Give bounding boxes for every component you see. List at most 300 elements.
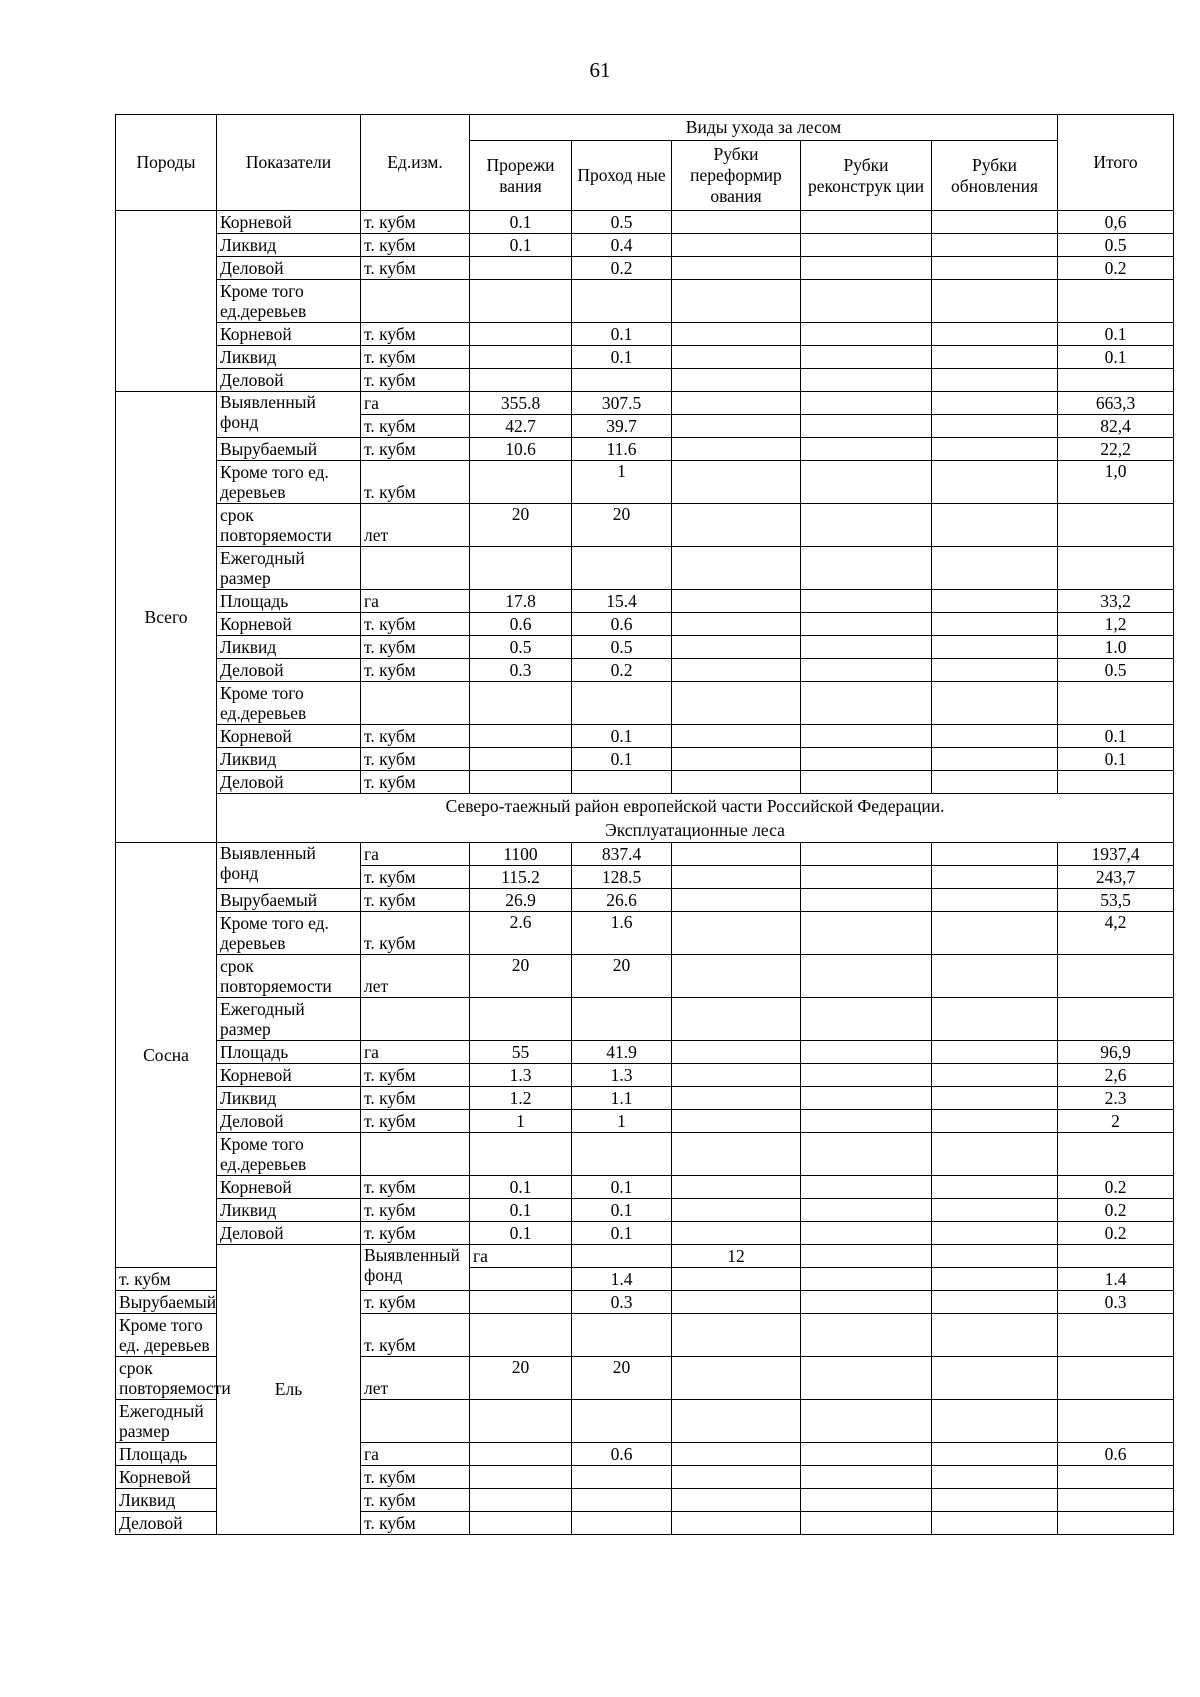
value-cell [932, 590, 1058, 613]
value-cell [672, 955, 801, 998]
value-cell [932, 682, 1058, 725]
species-cell: Всего [116, 392, 217, 843]
value-cell [672, 998, 801, 1041]
value-cell [470, 1466, 572, 1489]
value-cell [932, 504, 1058, 547]
indicator-cell: Деловой [116, 1512, 217, 1535]
value-cell [672, 1466, 801, 1489]
value-cell: 41.9 [572, 1041, 672, 1064]
value-cell [932, 257, 1058, 280]
value-text [935, 1133, 1054, 1175]
unit-cell: га [361, 1443, 470, 1466]
value-cell: 663,3 [1058, 392, 1174, 415]
value-text [1061, 955, 1170, 997]
value-cell [801, 346, 932, 369]
value-cell [932, 1291, 1058, 1314]
value-cell [1058, 1245, 1174, 1268]
value-cell: 1.2 [470, 1087, 572, 1110]
value-cell [470, 1268, 572, 1291]
value-cell [801, 504, 932, 547]
value-cell [572, 1133, 672, 1176]
value-cell [672, 323, 801, 346]
value-cell [572, 998, 672, 1041]
value-cell: 1.4 [1058, 1268, 1174, 1291]
table-row [116, 346, 1174, 369]
value-cell: 1.3 [572, 1064, 672, 1087]
value-cell: 0.4 [572, 234, 672, 257]
value-cell: 0.1 [572, 748, 672, 771]
table-row [116, 1110, 1174, 1133]
indicator-cell: Деловой [217, 771, 361, 794]
value-cell [801, 636, 932, 659]
value-cell [470, 1400, 572, 1443]
value-cell [672, 1489, 801, 1512]
value-cell [1058, 1357, 1174, 1400]
unit-cell: т. кубм [361, 234, 470, 257]
value-cell: 0.2 [572, 659, 672, 682]
unit-cell: т. кубм [361, 1291, 470, 1314]
value-cell [801, 682, 932, 725]
value-text: 20 [612, 504, 631, 524]
indicator-cell: Корневой [217, 1064, 361, 1087]
value-text: 20 [511, 504, 530, 524]
value-cell: 0.1 [572, 1199, 672, 1222]
value-cell [672, 771, 801, 794]
value-cell: 39.7 [572, 415, 672, 438]
value-cell [932, 415, 1058, 438]
value-cell: 1.3 [470, 1064, 572, 1087]
value-cell [801, 1245, 932, 1268]
value-cell [470, 1489, 572, 1512]
value-cell [932, 280, 1058, 323]
value-cell [932, 912, 1058, 955]
value-cell [672, 346, 801, 369]
unit-text: т. кубм [364, 482, 416, 502]
table-row [116, 1064, 1174, 1087]
indicator-cell: Деловой [217, 1110, 361, 1133]
indicator-cell: Ликвид [217, 234, 361, 257]
value-cell [470, 771, 572, 794]
table-row [116, 613, 1174, 636]
value-cell [672, 659, 801, 682]
value-cell [572, 1400, 672, 1443]
indicator-cell: Выявленный фонд [217, 843, 361, 889]
value-cell [672, 1443, 801, 1466]
unit-cell: т. кубм [361, 1176, 470, 1199]
unit-cell: т. кубм [361, 1199, 470, 1222]
value-text [1061, 504, 1170, 546]
table-row [116, 659, 1174, 682]
indicator-cell: Кроме того ед.деревьев [217, 682, 361, 725]
value-text [473, 547, 568, 589]
value-cell [801, 771, 932, 794]
unit-cell [361, 1133, 470, 1176]
unit-cell: т. кубм [361, 323, 470, 346]
value-cell: 0.5 [1058, 234, 1174, 257]
indicator-cell: Выявленный фонд [217, 392, 361, 438]
value-cell [932, 1222, 1058, 1245]
indicator-cell: срок повторяемости [116, 1357, 217, 1400]
table-row [116, 234, 1174, 257]
value-cell [801, 257, 932, 280]
value-cell [932, 1357, 1058, 1400]
value-cell [801, 1512, 932, 1535]
value-text [804, 1400, 928, 1442]
value-cell: 0.2 [572, 257, 672, 280]
value-text: 20 [511, 955, 530, 975]
header-renewal: Рубки обновления [932, 141, 1058, 211]
unit-cell: га [361, 1041, 470, 1064]
value-cell [801, 866, 932, 889]
value-cell [672, 1400, 801, 1443]
value-cell [1058, 1489, 1174, 1512]
unit-cell: га [470, 1245, 572, 1268]
value-cell [672, 1291, 801, 1314]
value-cell [801, 1110, 932, 1133]
value-cell: 26.9 [470, 889, 572, 912]
value-cell [801, 748, 932, 771]
value-cell: 0.3 [1058, 1291, 1174, 1314]
value-cell: 0.1 [572, 1222, 672, 1245]
value-cell [672, 748, 801, 771]
table-row [116, 889, 1174, 912]
unit-cell: т. кубм [361, 1087, 470, 1110]
unit-text [364, 547, 466, 589]
value-cell [470, 280, 572, 323]
table-row [116, 1041, 1174, 1064]
value-text [675, 1357, 797, 1399]
value-cell [1058, 955, 1174, 998]
value-cell [801, 1064, 932, 1087]
value-text: 1,0 [1104, 461, 1127, 481]
value-cell [801, 369, 932, 392]
value-cell [801, 461, 932, 504]
table-row [116, 1133, 1174, 1176]
unit-cell: т. кубм [361, 369, 470, 392]
value-cell [672, 1064, 801, 1087]
unit-text: лет [364, 1378, 389, 1398]
table-row [116, 590, 1174, 613]
value-cell [672, 461, 801, 504]
indicator-cell: Ликвид [217, 1087, 361, 1110]
value-cell [801, 1357, 932, 1400]
value-text [1061, 1357, 1170, 1399]
table-row [116, 392, 1174, 415]
value-cell [672, 636, 801, 659]
unit-cell: т. кубм [361, 725, 470, 748]
table-row [116, 912, 1174, 955]
value-text [935, 1400, 1054, 1442]
unit-cell [361, 1400, 470, 1443]
value-cell: 1937,4 [1058, 843, 1174, 866]
value-cell [932, 1041, 1058, 1064]
value-cell [801, 438, 932, 461]
value-cell [672, 504, 801, 547]
value-cell [1058, 1400, 1174, 1443]
indicator-cell: Площадь [217, 1041, 361, 1064]
value-cell: 0.1 [470, 211, 572, 234]
value-cell [572, 771, 672, 794]
value-cell [672, 280, 801, 323]
indicator-cell: Ликвид [217, 636, 361, 659]
value-cell: 96,9 [1058, 1041, 1174, 1064]
indicator-cell: срок повторяемости [217, 504, 361, 547]
value-cell [470, 955, 572, 998]
header-care-types: Виды ухода за лесом [470, 115, 1058, 141]
table-row [116, 1222, 1174, 1245]
header-total: Итого [1058, 115, 1174, 211]
value-cell [801, 392, 932, 415]
value-cell [932, 1110, 1058, 1133]
indicator-cell: Площадь [217, 590, 361, 613]
value-cell [932, 1176, 1058, 1199]
unit-text: т. кубм [364, 933, 416, 953]
unit-cell: т. кубм [361, 636, 470, 659]
value-text [575, 547, 668, 589]
indicator-cell: Ежегодный размер [217, 547, 361, 590]
unit-text: лет [364, 976, 389, 996]
value-text [935, 461, 1054, 503]
value-cell [932, 725, 1058, 748]
unit-cell [361, 547, 470, 590]
value-cell [572, 1357, 672, 1400]
value-cell: 0.2 [1058, 1176, 1174, 1199]
value-cell [672, 1512, 801, 1535]
value-cell: 1.1 [572, 1087, 672, 1110]
value-cell [801, 1268, 932, 1291]
value-cell: 243,7 [1058, 866, 1174, 889]
unit-cell: т. кубм [361, 613, 470, 636]
unit-cell [361, 1357, 470, 1400]
indicator-cell: Деловой [217, 257, 361, 280]
section-title-line2: Эксплуатационные леса [605, 820, 785, 840]
table-row [116, 1087, 1174, 1110]
header-unit: Ед.изм. [361, 115, 470, 211]
value-text [804, 912, 928, 954]
value-text [575, 682, 668, 724]
value-cell: 307.5 [572, 392, 672, 415]
value-cell [801, 1222, 932, 1245]
value-cell [801, 415, 932, 438]
value-cell [801, 547, 932, 590]
value-text [1061, 1400, 1170, 1442]
value-cell [801, 1314, 932, 1357]
value-cell [572, 547, 672, 590]
table-row [116, 461, 1174, 504]
value-cell: 0.6 [572, 1443, 672, 1466]
value-cell [672, 682, 801, 725]
value-cell [801, 590, 932, 613]
unit-text [364, 1133, 466, 1175]
value-cell [470, 912, 572, 955]
value-cell [801, 1489, 932, 1512]
unit-cell [361, 1314, 470, 1357]
value-cell [470, 1512, 572, 1535]
value-cell [932, 1466, 1058, 1489]
value-cell [572, 1489, 672, 1512]
value-text [675, 1133, 797, 1175]
table-row [116, 280, 1174, 323]
value-cell [932, 1512, 1058, 1535]
value-cell: 0.1 [1058, 725, 1174, 748]
indicator-cell: Корневой [217, 613, 361, 636]
value-cell: 837.4 [572, 843, 672, 866]
value-cell: 55 [470, 1041, 572, 1064]
table-row [116, 1176, 1174, 1199]
value-cell: 15.4 [572, 590, 672, 613]
unit-cell: т. кубм [361, 748, 470, 771]
table-row [116, 771, 1174, 794]
value-text [473, 461, 568, 503]
value-cell: 0.6 [470, 613, 572, 636]
value-text [935, 1314, 1054, 1356]
value-text [935, 955, 1054, 997]
value-cell: 0.1 [470, 1199, 572, 1222]
value-cell: 0,6 [1058, 211, 1174, 234]
value-cell [801, 1199, 932, 1222]
value-cell [932, 748, 1058, 771]
page-number: 61 [589, 58, 611, 82]
value-cell [1058, 369, 1174, 392]
value-cell: 0.5 [1058, 659, 1174, 682]
value-cell [572, 1245, 672, 1268]
value-cell [470, 346, 572, 369]
value-text [1061, 547, 1170, 589]
section-title-line1: Северо-таежный район европейской части Российской Федерации. [445, 796, 945, 816]
value-cell [932, 392, 1058, 415]
value-cell [1058, 1466, 1174, 1489]
value-cell: 0.1 [572, 725, 672, 748]
value-text [473, 682, 568, 724]
value-text: 1.6 [610, 912, 633, 932]
value-cell: 0.3 [470, 659, 572, 682]
unit-cell: т. кубм [361, 659, 470, 682]
unit-cell [361, 682, 470, 725]
value-cell [932, 998, 1058, 1041]
table-row [116, 257, 1174, 280]
value-cell [672, 613, 801, 636]
unit-cell: т. кубм [361, 889, 470, 912]
value-text: 1 [617, 461, 626, 481]
unit-cell: т. кубм [361, 1489, 470, 1512]
value-cell: 22,2 [1058, 438, 1174, 461]
value-cell [801, 1400, 932, 1443]
unit-cell: т. кубм [361, 346, 470, 369]
forest-care-table [115, 114, 1174, 1535]
value-text [575, 1400, 668, 1442]
value-cell: 33,2 [1058, 590, 1174, 613]
value-cell: 53,5 [1058, 889, 1174, 912]
value-cell [801, 1443, 932, 1466]
value-cell [932, 346, 1058, 369]
value-text: 20 [612, 1357, 631, 1377]
species-cell: Сосна [116, 843, 217, 1268]
unit-text [364, 1400, 466, 1442]
unit-cell: т. кубм [361, 1064, 470, 1087]
value-cell: 355.8 [470, 392, 572, 415]
value-cell [801, 998, 932, 1041]
indicator-cell: срок повторяемости [217, 955, 361, 998]
value-cell [672, 725, 801, 748]
value-cell [672, 912, 801, 955]
value-cell [672, 843, 801, 866]
indicator-cell: Корневой [217, 1176, 361, 1199]
value-cell: 0.1 [572, 1176, 672, 1199]
value-text [1061, 998, 1170, 1040]
header-indicators: Показатели [217, 115, 361, 211]
value-cell [932, 461, 1058, 504]
value-cell [932, 843, 1058, 866]
value-cell [801, 1466, 932, 1489]
value-cell [932, 547, 1058, 590]
table-row [116, 211, 1174, 234]
value-cell [470, 369, 572, 392]
species-cell: Ель [217, 1245, 361, 1535]
value-cell [470, 461, 572, 504]
value-text [575, 1133, 668, 1175]
unit-cell: т. кубм [361, 257, 470, 280]
value-cell [672, 1176, 801, 1199]
unit-cell: га [361, 843, 470, 866]
indicator-cell: Корневой [217, 211, 361, 234]
value-cell [932, 1268, 1058, 1291]
value-cell [572, 369, 672, 392]
table-body [116, 211, 1174, 1535]
value-text [675, 1400, 797, 1442]
value-cell [801, 211, 932, 234]
value-cell [672, 1041, 801, 1064]
value-cell: 0.5 [572, 211, 672, 234]
value-text [473, 1400, 568, 1442]
indicator-cell: Ликвид [217, 1199, 361, 1222]
value-cell [801, 1291, 932, 1314]
indicator-cell: Ликвид [217, 748, 361, 771]
indicator-cell: Корневой [116, 1466, 217, 1489]
value-cell [470, 725, 572, 748]
value-cell: 2.3 [1058, 1087, 1174, 1110]
value-text [1061, 1133, 1170, 1175]
value-text [575, 998, 668, 1040]
value-cell: 0.1 [1058, 346, 1174, 369]
value-cell: 0.1 [470, 1222, 572, 1245]
indicator-cell: Вырубаемый [217, 438, 361, 461]
value-cell: 11.6 [572, 438, 672, 461]
value-cell [470, 1443, 572, 1466]
value-cell [932, 1133, 1058, 1176]
value-cell [1058, 1133, 1174, 1176]
value-cell: 1 [470, 1110, 572, 1133]
value-cell [672, 1314, 801, 1357]
value-cell [470, 1291, 572, 1314]
value-text [804, 1133, 928, 1175]
table-row [116, 748, 1174, 771]
unit-cell [361, 955, 470, 998]
indicator-cell: Ежегодный размер [217, 998, 361, 1041]
value-cell [932, 636, 1058, 659]
indicator-cell: Деловой [217, 1222, 361, 1245]
indicator-cell: Выявленный фонд [361, 1245, 470, 1291]
species-cell [116, 211, 217, 392]
indicator-cell: Вырубаемый [217, 889, 361, 912]
value-text [804, 504, 928, 546]
unit-cell: т. кубм [361, 1222, 470, 1245]
value-text: 4,2 [1104, 912, 1127, 932]
unit-cell [361, 998, 470, 1041]
value-cell [572, 1512, 672, 1535]
value-cell [932, 1400, 1058, 1443]
table-row [116, 547, 1174, 590]
value-text [935, 682, 1054, 724]
